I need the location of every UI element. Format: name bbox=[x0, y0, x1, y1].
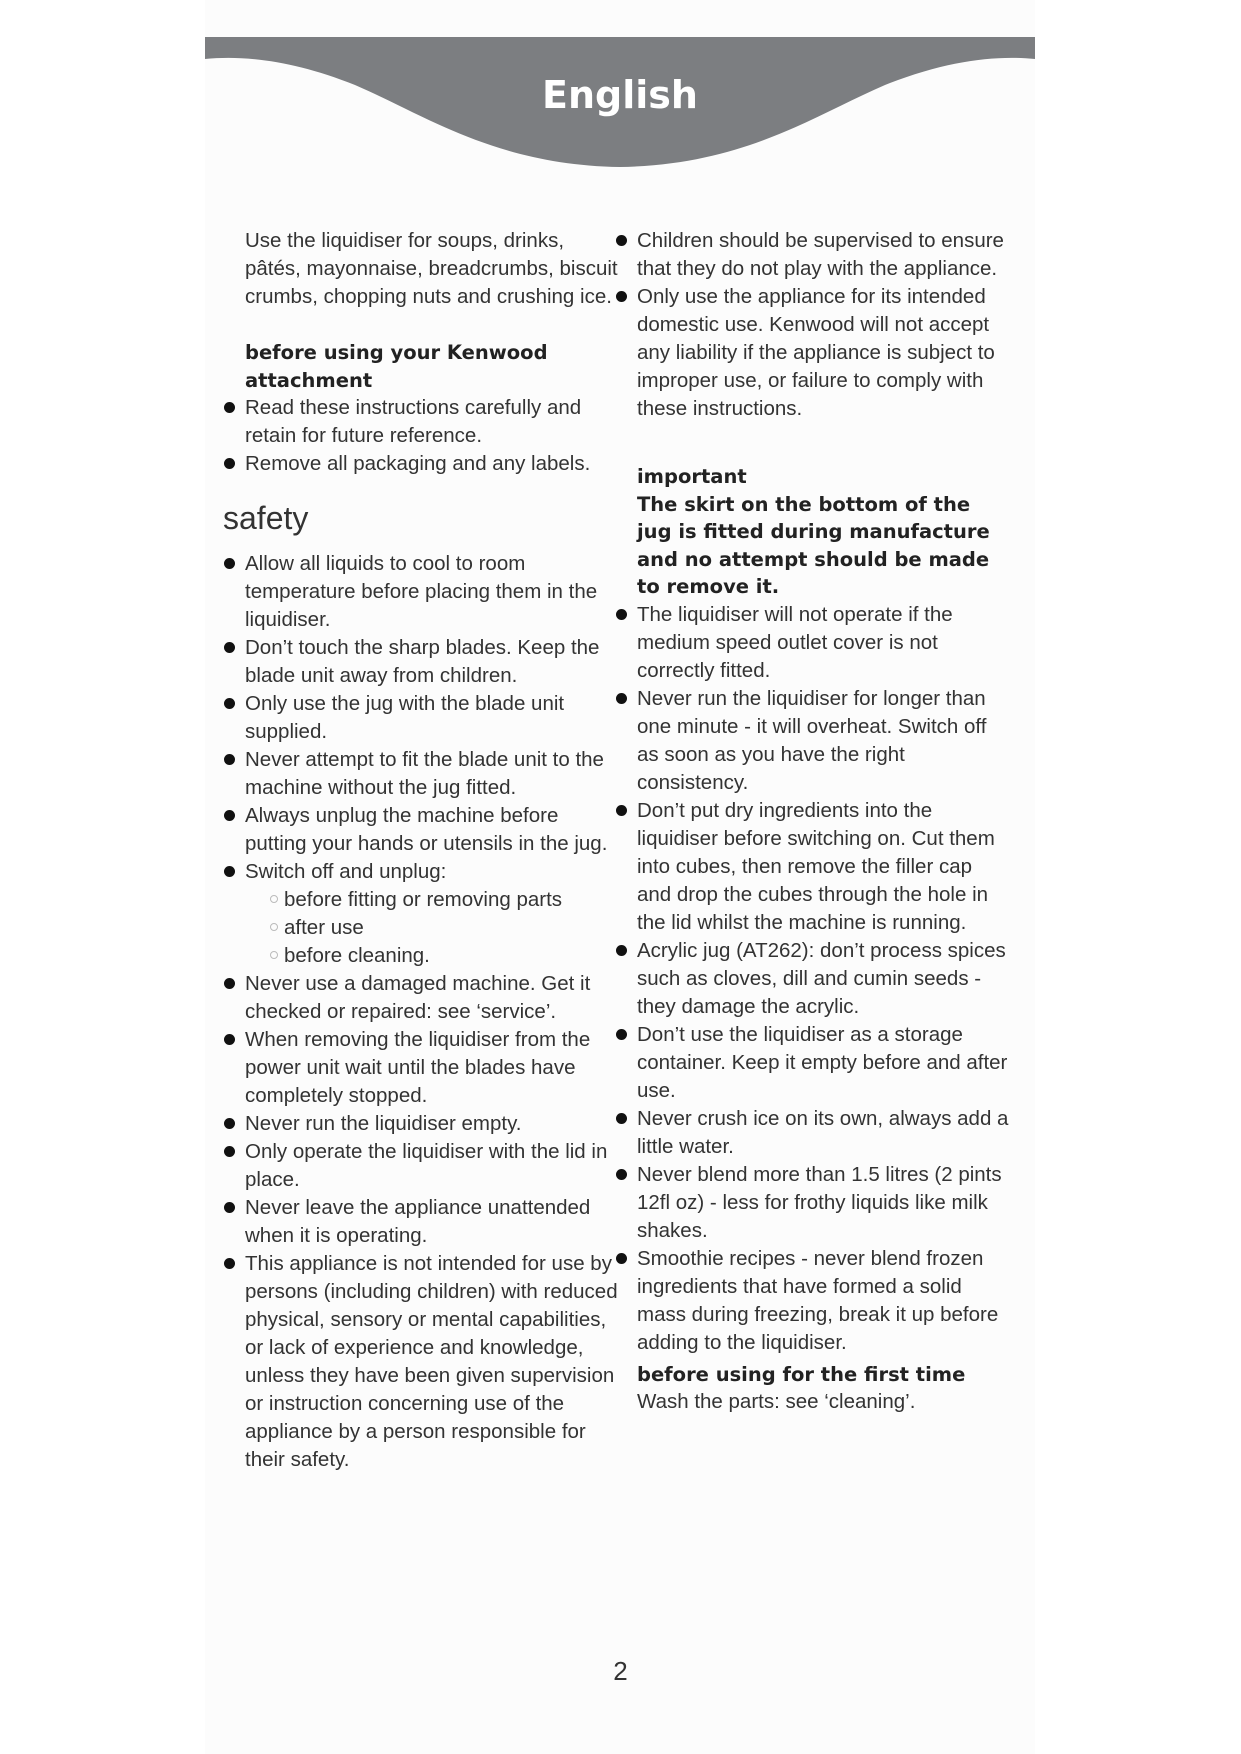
sub-list-item bbox=[270, 914, 625, 942]
important-heading: important bbox=[637, 465, 747, 488]
list-item: Allow all liquids to cool to room temperature before placing them in the liquidiser. bbox=[221, 550, 625, 634]
sub-list-item-text: before cleaning. bbox=[284, 944, 430, 967]
list-item: Don’t put dry ingredients into the liquidiser before switching on. Cut them into cubes, then remove the filler cap and drop the cubes through the hole in the lid whilst the machine is running. bbox=[613, 797, 1009, 937]
first-time-text: Wash the parts: see ‘cleaning’. bbox=[637, 1390, 916, 1413]
circle-bullet-icon bbox=[270, 923, 278, 931]
list-item: The liquidiser will not operate if the medium speed outlet cover is not correctly fitted. bbox=[613, 601, 1009, 685]
list-item: Smoothie recipes - never blend frozen ingredients that have formed a solid mass during freezing, break it up before adding to the liquidiser. bbox=[613, 1245, 1009, 1357]
list-item: Never use a damaged machine. Get it checked or repaired: see ‘service’. bbox=[221, 970, 625, 1026]
intro-paragraph: Use the liquidiser for soups, drinks, pâtés, mayonnaise, breadcrumbs, biscuit crumbs, chopping nuts and crushing ice. bbox=[245, 229, 618, 308]
first-time-heading: before using for the first time bbox=[637, 1362, 966, 1386]
right-column bbox=[637, 227, 1009, 1416]
sub-list-item-text: before fitting or removing parts bbox=[284, 888, 563, 911]
before-using-heading: before using your Kenwood attachment bbox=[245, 341, 548, 392]
list-item: Don’t touch the sharp blades. Keep the blade unit away from children. bbox=[221, 634, 625, 690]
list-item: This appliance is not intended for use by persons (including children) with reduced physical, sensory or mental capabilities, or lack of experience and knowledge, unless they have been given supervision or instruction concerning use of the appliance by a person responsible for their safety. bbox=[221, 1250, 625, 1474]
switch-off-sublist bbox=[245, 886, 625, 970]
list-item: Never blend more than 1.5 litres (2 pints 12fl oz) - less for frothy liquids like milk shakes. bbox=[613, 1161, 1009, 1245]
list-item-switch-off bbox=[221, 858, 625, 970]
list-item: Acrylic jug (AT262): don’t process spices such as cloves, dill and cumin seeds - they damage the acrylic. bbox=[613, 937, 1009, 1021]
list-item: Read these instructions carefully and retain for future reference. bbox=[221, 394, 625, 450]
supervision-list bbox=[637, 227, 1009, 423]
safety-list bbox=[245, 550, 625, 1474]
list-item: Only use the appliance for its intended domestic use. Kenwood will not accept any liability if the appliance is subject to improper use, or failure to comply with these instructions. bbox=[613, 283, 1009, 423]
important-list bbox=[637, 601, 1009, 1357]
list-item: When removing the liquidiser from the power unit wait until the blades have completely stopped. bbox=[221, 1026, 625, 1110]
header-banner bbox=[205, 37, 1035, 172]
important-notice: The skirt on the bottom of the jug is fitted during manufacture and no attempt should be made to remove it. bbox=[637, 492, 990, 598]
page-number: 2 bbox=[613, 1656, 628, 1686]
before-using-list bbox=[245, 394, 625, 478]
switch-off-label: Switch off and unplug: bbox=[245, 860, 447, 883]
list-item: Always unplug the machine before putting your hands or utensils in the jug. bbox=[221, 802, 625, 858]
list-item: Don’t use the liquidiser as a storage container. Keep it empty before and after use. bbox=[613, 1021, 1009, 1105]
list-item: Only use the jug with the blade unit supplied. bbox=[221, 690, 625, 746]
sub-list-item bbox=[270, 942, 625, 970]
list-item: Only operate the liquidiser with the lid in place. bbox=[221, 1138, 625, 1194]
safety-title: safety bbox=[223, 500, 309, 536]
list-item: Never run the liquidiser for longer than one minute - it will overheat. Switch off as soon as you have the right consistency. bbox=[613, 685, 1009, 797]
circle-bullet-icon bbox=[270, 951, 278, 959]
circle-bullet-icon bbox=[270, 895, 278, 903]
list-item: Children should be supervised to ensure that they do not play with the appliance. bbox=[613, 227, 1009, 283]
left-column bbox=[223, 227, 625, 1474]
list-item: Remove all packaging and any labels. bbox=[221, 450, 625, 478]
sub-list-item-text: after use bbox=[284, 916, 364, 939]
banner-title: English bbox=[542, 73, 698, 117]
list-item: Never attempt to fit the blade unit to the machine without the jug fitted. bbox=[221, 746, 625, 802]
list-item: Never run the liquidiser empty. bbox=[221, 1110, 625, 1138]
sub-list-item bbox=[270, 886, 625, 914]
list-item: Never leave the appliance unattended when it is operating. bbox=[221, 1194, 625, 1250]
list-item: Never crush ice on its own, always add a little water. bbox=[613, 1105, 1009, 1161]
